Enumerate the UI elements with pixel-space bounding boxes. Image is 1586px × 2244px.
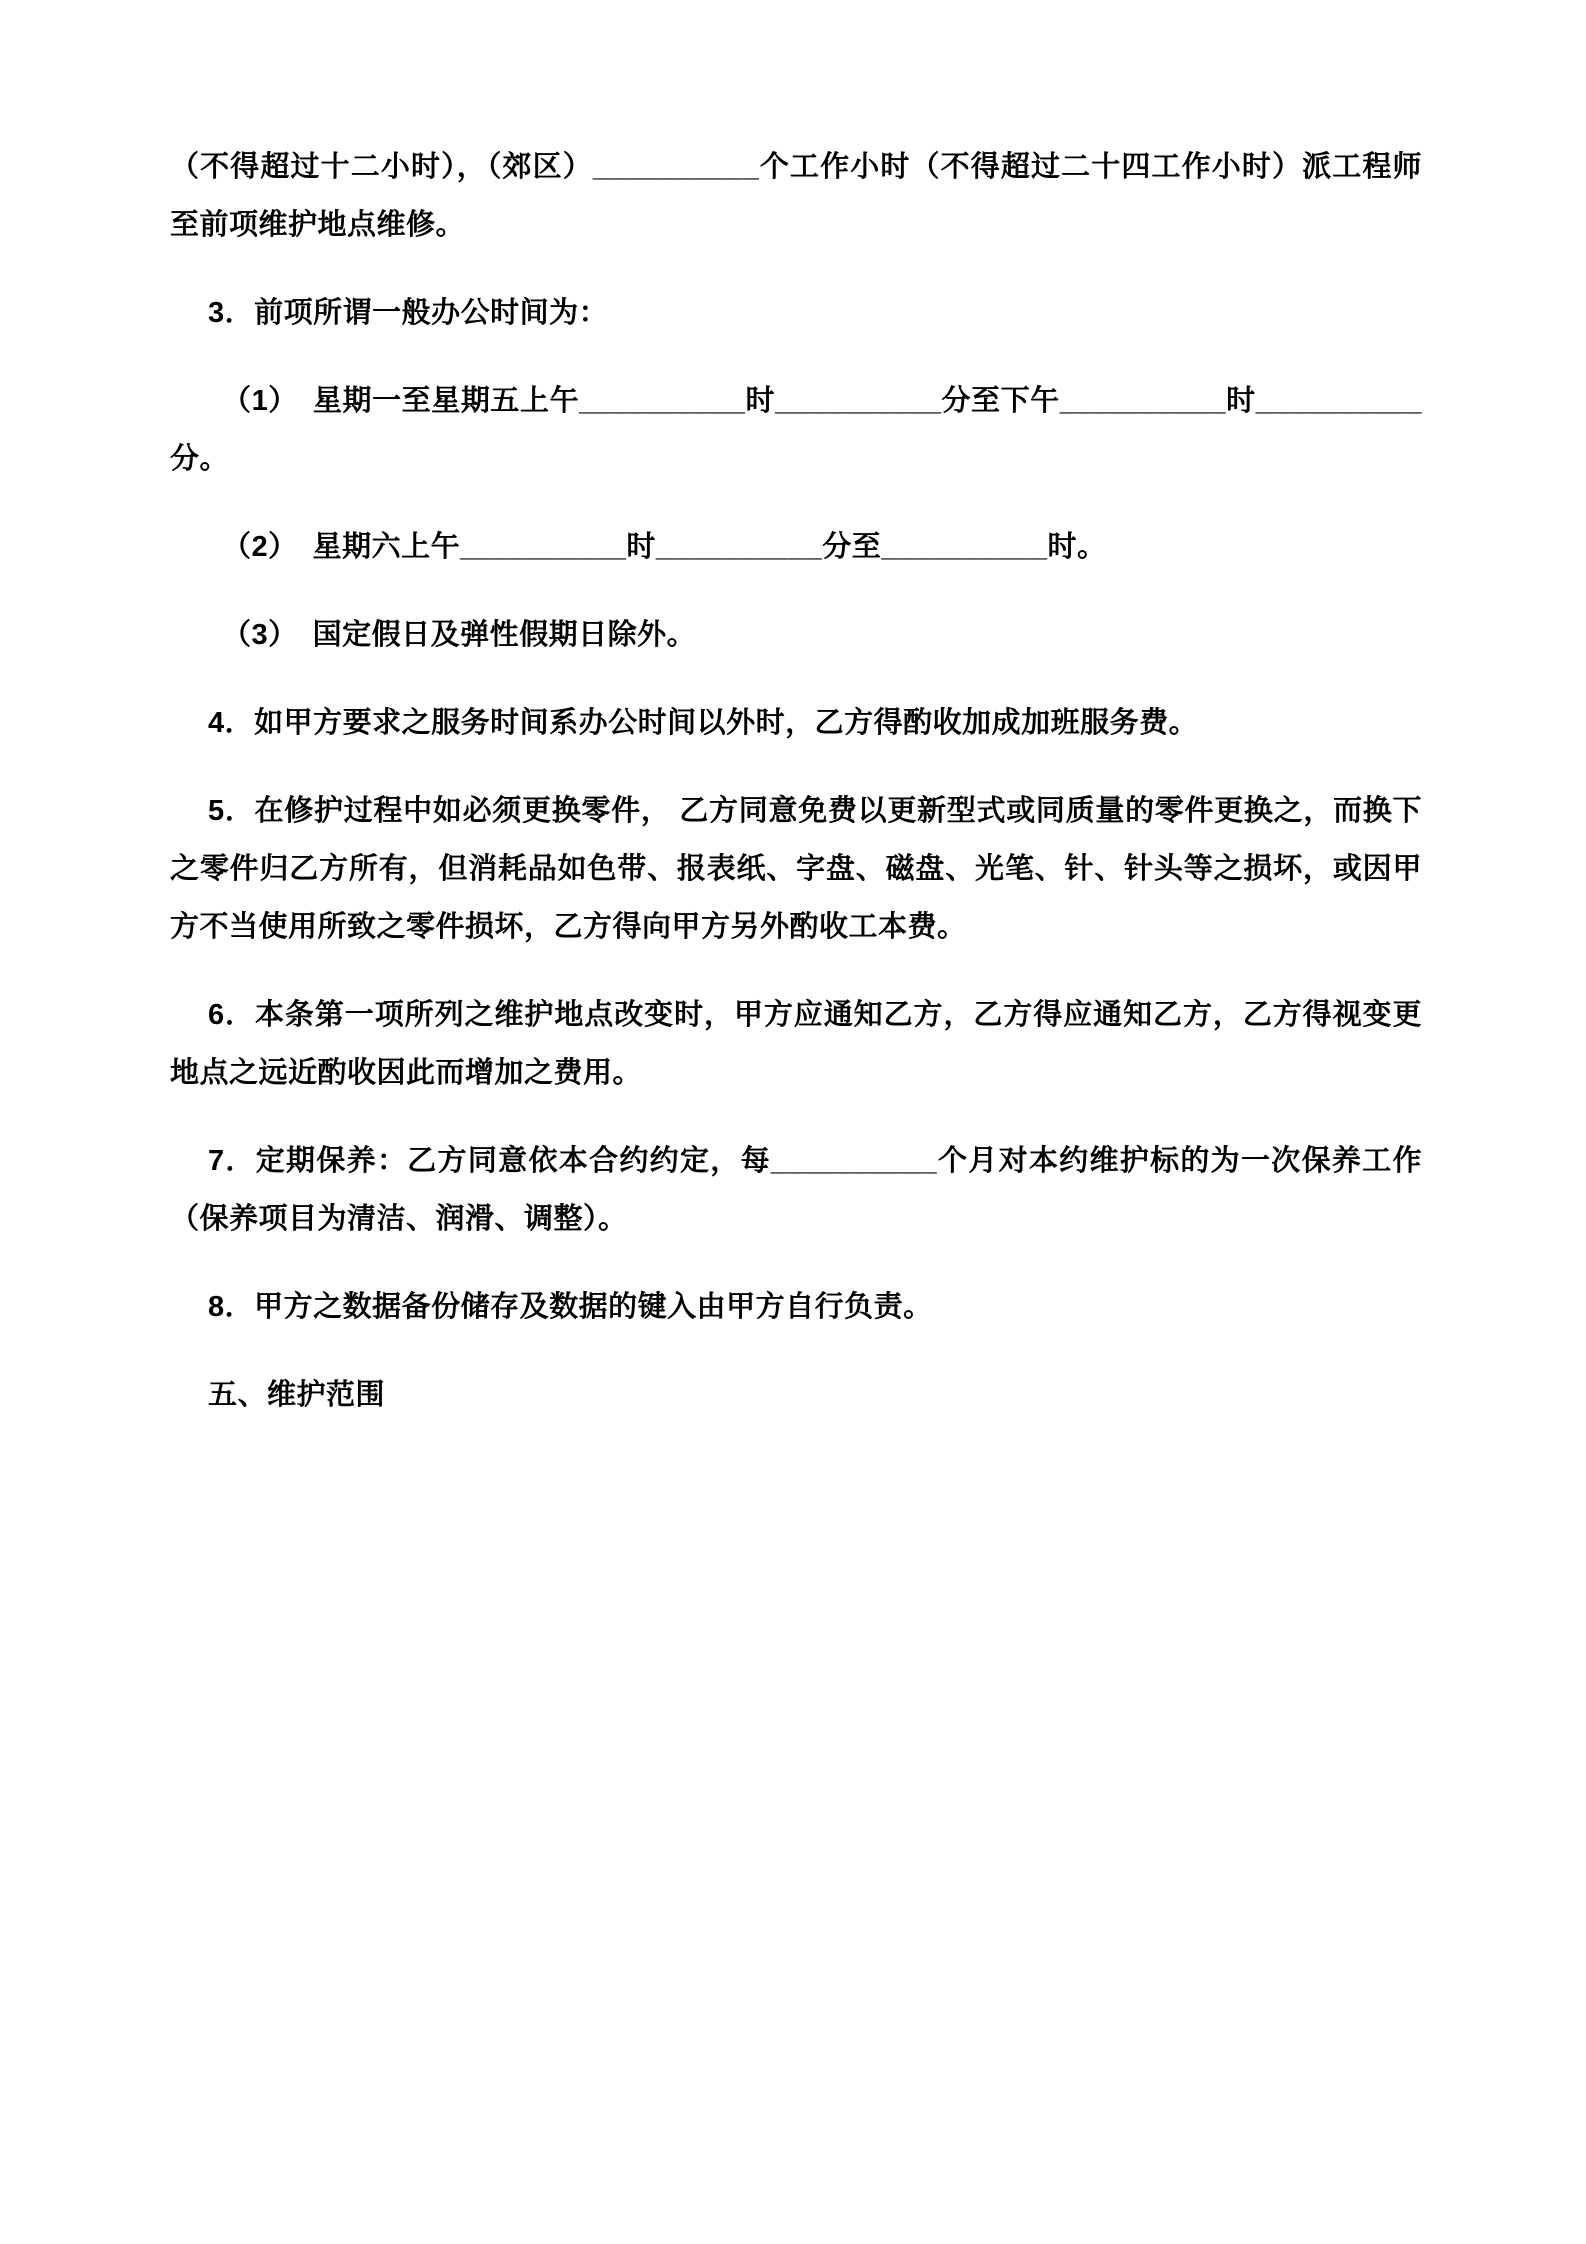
paragraph-item-5: 5．在修护过程中如必须更换零件， 乙方同意免费以更新型式或同质量的零件更换之，而换下之零件归乙方所有，但消耗品如色带、报表纸、字盘、磁盘、光笔、针、针头等之损坏，或因甲方不当使用所致之零件损坏，乙方得向甲方另外酌收工本费。	[170, 795, 1422, 943]
section-heading: 五、维护范围	[208, 1379, 386, 1411]
paragraph-item-3-sub-1: （1） 星期一至星期五上午__________时__________分至下午__________时__________分。	[170, 385, 1422, 475]
paragraph-item-7: 7．定期保养：乙方同意依本合约约定，每__________个月对本约维护标的为一次保养工作（保养项目为清洁、润滑、调整）。	[170, 1145, 1422, 1235]
paragraph-item-8: 8．甲方之数据备份储存及数据的键入由甲方自行负责。	[208, 1291, 933, 1323]
paragraph-continuation: （不得超过十二小时），（郊区）__________个工作小时（不得超过二十四工作小时）派工程师至前项维护地点维修。	[170, 151, 1422, 241]
paragraph-item-3-sub-3: （3） 国定假日及弹性假期日除外。	[222, 619, 697, 651]
paragraph-item-4: 4．如甲方要求之服务时间系办公时间以外时，乙方得酌收加成加班服务费。	[208, 707, 1199, 739]
paragraph-item-3: 3．前项所谓一般办公时间为：	[208, 297, 609, 329]
paragraph-item-6: 6．本条第一项所列之维护地点改变时，甲方应通知乙方，乙方得应通知乙方，乙方得视变更地点之远近酌收因此而增加之费用。	[170, 999, 1422, 1089]
paragraph-item-3-sub-2: （2） 星期六上午__________时__________分至__________时。	[222, 531, 1107, 563]
